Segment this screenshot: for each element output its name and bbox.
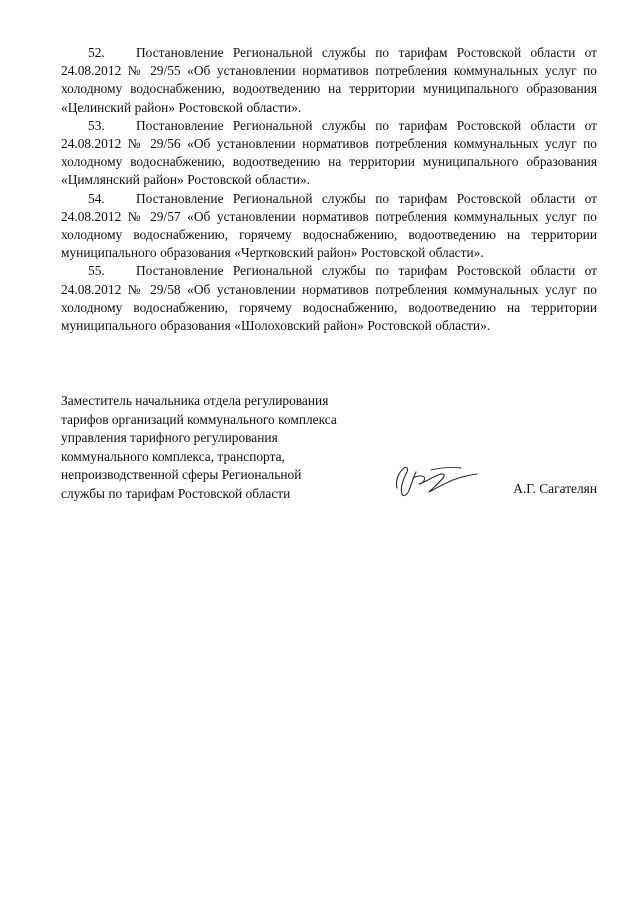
signer-position-line: непроизводственной сферы Региональной [61,467,302,483]
item-number: 55. [88,263,105,279]
item-text: Постановление Региональной службы по тарифам Ростовской области от 24.08.2012 № 29/56 «Об установлении нормативов потребления коммунальных услуг по холодному водоснабжению, водоотведению на территории муниципального образования «Цимлянский район» Ростовской области». [61,117,597,188]
item-number: 52. [88,45,105,60]
list-item [61,190,597,263]
signer-position-line: Заместитель начальника отдела регулирования [61,393,329,408]
item-text: Постановление Региональной службы по тарифам Ростовской области от 24.08.2012 № 29/58 «Об установлении нормативов потребления коммунальных услуг по холодному водоснабжению, горячему водоснабжению, водоотведению на территории муниципального образования «Шолоховский район» Ростовской области». [61,263,597,334]
signer-position-line: тарифов организаций коммунального комплекса [61,411,337,427]
handwritten-signature [383,458,483,502]
item-text: Постановление Региональной службы по тарифам Ростовской области от 24.08.2012 № 29/57 «Об установлении нормативов потребления коммунальных услуг по холодному водоснабжению, горячему водоснабжению, водоотведению на территории муниципального образования «Чертковский район» Ростовской области». [61,190,597,261]
list-item [61,44,597,117]
signer-position-line: службы по тарифам Ростовской области [61,485,291,501]
signer-position-line: коммунального комплекса, транспорта, [61,448,285,464]
item-text: Постановление Региональной службы по тарифам Ростовской области от 24.08.2012 № 29/55 «Об установлении нормативов потребления коммунальных услуг по холодному водоснабжению, водоотведению на территории муниципального образования «Целинский район» Ростовской области». [61,45,597,115]
signer-name: А.Г. Сагателян [513,481,597,496]
signature-block [61,392,597,502]
signer-position-line: управления тарифного регулирования [61,430,278,446]
list-item [61,117,597,190]
numbered-list [61,44,597,335]
item-number: 53. [88,117,105,133]
signer-position [61,392,391,504]
item-number: 54. [88,190,105,206]
list-item [61,262,597,335]
